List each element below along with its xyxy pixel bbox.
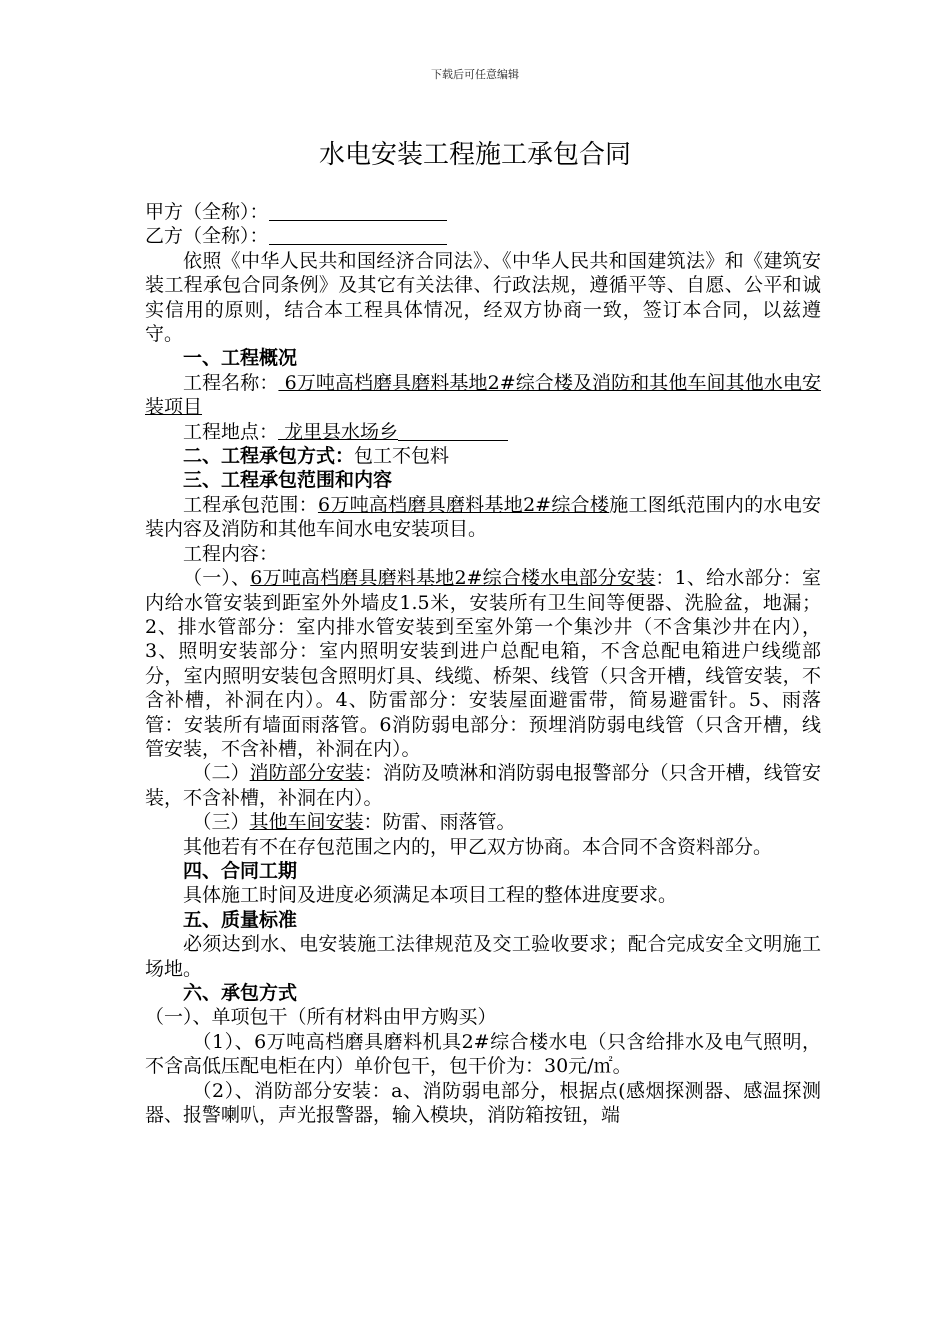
scope-rest: 施工图纸范围内的水电安装内容及消防和其他车间水电安装项目。 [145, 493, 821, 541]
section-2-line [145, 444, 821, 468]
party-b-label: 乙方（全称）： [145, 225, 269, 248]
item-3-prefix: （三） [192, 811, 250, 834]
section-4-heading: 四、合同工期 [183, 859, 298, 882]
section-6-sub-1: （一）、单项包干（所有材料由甲方购买） [145, 1006, 497, 1029]
scope-paragraph [145, 493, 821, 542]
other-paragraph: 其他若有不在存包范围之内的，甲乙双方协商。本合同不含资料部分。 [183, 835, 773, 858]
contract-body [145, 200, 821, 1127]
project-site-blank [398, 421, 508, 441]
scope-label: 工程承包范围： [183, 493, 318, 516]
item-1-rest: ：1、给水部分：室内给水管安装到距室外外墙皮1.5米，安装所有卫生间等便器、洗脸盆，地漏；2、排水管部分：室内排水管安装到至室外第一个集沙井（不含集沙井在内），3、照明安装部分：室内照明安装到进户总配电箱，不含总配电箱进户线缆部分，室内照明安装包含照明灯具、线缆、桥架、线管（只含开槽，线管安装，不含补槽，补洞在内）。4、防雷部分：安装屋面避雷带，简易避雷针。5、雨落管：安装所有墙面雨落管。6消防弱电部分：预埋消防弱电线管（只含开槽，线管安装，不含补槽，补洞在内）。 [145, 567, 821, 760]
item-1-prefix: （一）、 [183, 567, 251, 590]
item-2-prefix: （二） [192, 762, 250, 785]
party-a-line [145, 200, 821, 224]
project-name-label: 工程名称： [183, 371, 279, 394]
section-2-heading: 二、工程承包方式： [183, 445, 355, 468]
project-site-line [145, 420, 821, 444]
header-note: 下载后可任意编辑 [431, 68, 519, 81]
party-b-blank [269, 225, 447, 245]
party-b-line [145, 224, 821, 248]
item-1-underlined: 6万吨高档磨具磨料基地2#综合楼水电部分安装 [250, 567, 656, 590]
item-3-underlined: 其他车间安装 [249, 811, 364, 834]
item-2-rest: ：消防及喷淋和消防弱电报警部分（只含开槽，线管安装，不含补槽，补洞在内）。 [145, 762, 821, 809]
project-site-value: 龙里县水场乡 [278, 420, 399, 443]
item-2-underlined: 消防部分安装 [249, 762, 364, 785]
content-item-1 [145, 566, 821, 761]
document-title: 水电安装工程施工承包合同 [318, 140, 631, 170]
content-item-3 [145, 810, 821, 834]
content-label: 工程内容： [183, 542, 279, 565]
intro-paragraph: 依照《中华人民共和国经济合同法》、《中华人民共和国建筑法》和《建筑安装工程承包合同条例》及其它有关法律、行政法规，遵循平等、自愿、公平和诚实信用的原则，结合本工程具体情况，经双方协商一致，签订本合同，以兹遵守。 [145, 249, 821, 346]
item-3-rest: ：防雷、雨落管。 [363, 811, 516, 834]
section-2-value: 包工不包料 [354, 445, 450, 468]
scope-underlined: 6万吨高档磨具磨料基地2#综合楼 [317, 493, 610, 516]
section-5-heading: 五、质量标准 [183, 908, 298, 931]
section-6-item-2: （2）、消防部分安装：a、消防弱电部分，根据点(感烟探测器、感温探测器、报警喇叭，声光报警器，输入模块，消防箱按钮，端 [145, 1079, 821, 1127]
section-3-heading: 三、工程承包范围和内容 [183, 469, 393, 492]
section-6-heading: 六、承包方式 [183, 982, 298, 1004]
project-name-value: 6万吨高档磨具磨料基地2#综合楼及消防和其他车间其他水电安装项目 [145, 371, 821, 419]
section-6-item-1: （1）、6万吨高档磨具磨料机具2#综合楼水电（只含给排水及电气照明，不含高低压配电柜在内）单价包干，包干价为：30元/㎡。 [145, 1030, 821, 1078]
content-item-2 [145, 761, 821, 810]
party-a-blank [269, 201, 447, 221]
party-a-label: 甲方（全称）： [145, 201, 269, 223]
section-5-text: 必须达到水、电安装施工法律规范及交工验收要求；配合完成安全文明施工场地。 [145, 933, 821, 980]
section-1-heading: 一、工程概况 [183, 347, 298, 370]
project-site-label: 工程地点： [183, 420, 279, 443]
project-name-line [145, 371, 821, 420]
section-4-text: 具体施工时间及进度必须满足本项目工程的整体进度要求。 [183, 884, 678, 907]
